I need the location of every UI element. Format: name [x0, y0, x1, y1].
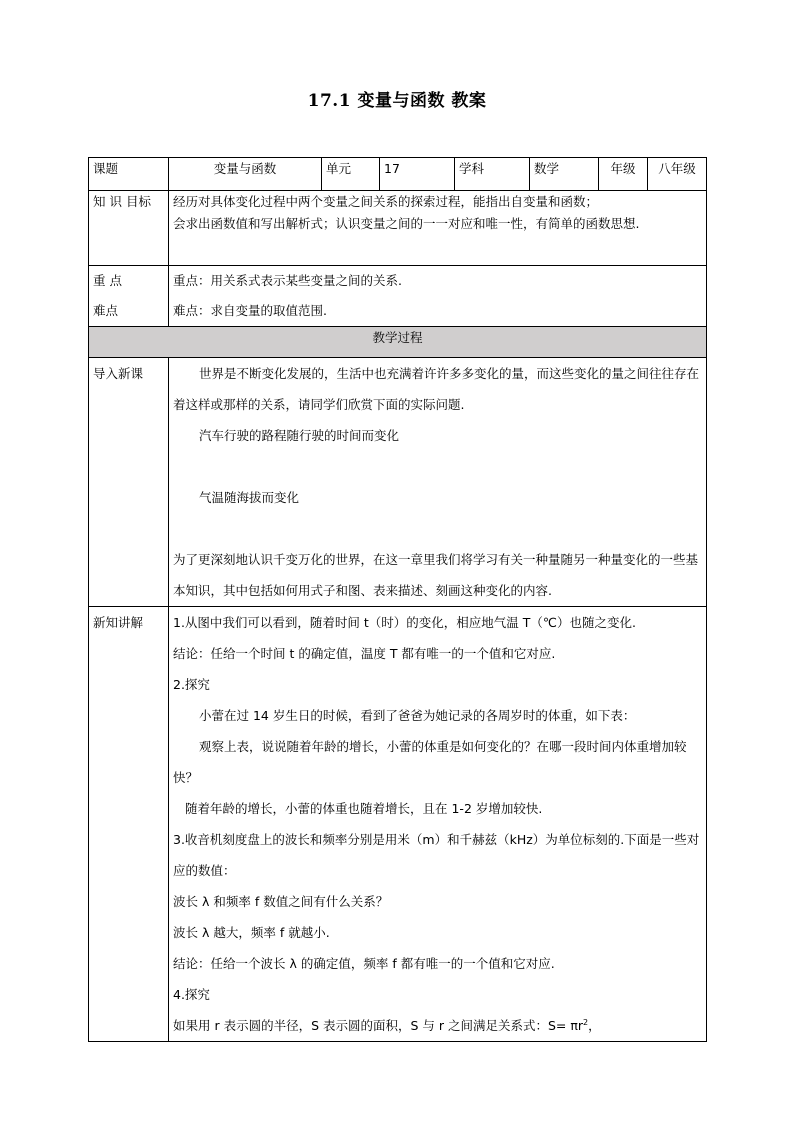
nk-line-9: 波长 λ 越大，频率 f 就越小. [173, 925, 330, 940]
newknowledge-label: 新知讲解 [89, 607, 169, 1042]
keypoints-content [169, 266, 707, 327]
nianji-value: 八年级 [648, 158, 707, 191]
nk-line-12-exponent: 2 [583, 1017, 589, 1027]
goals-content [169, 191, 707, 266]
process-header: 教学过程 [89, 327, 707, 358]
nianji-label: 年级 [599, 158, 648, 191]
nk-line-11: 4.探究 [173, 987, 210, 1002]
intro-para-2: 为了更深刻地认识千变万化的世界，在这一章里我们将学习有关一种量随另一种量变化的一些基本知识，其中包括如何用式子和图、表来描述、刻画这种变化的内容. [173, 552, 699, 598]
newknowledge-content [169, 607, 707, 1042]
xueke-label: 学科 [455, 158, 530, 191]
lesson-plan-table [88, 157, 707, 1042]
nk-line-7: 3.收音机刻度盘上的波长和频率分别是用米（m）和千赫兹（kHz）为单位标刻的.下面是一些对应的数值： [173, 832, 700, 878]
nk-line-12-text: 如果用 r 表示圆的半径，S 表示圆的面积，S 与 r 之间满足关系式：S= πr [173, 1018, 584, 1033]
zhongdian-text: 重点：用关系式表示某些变量之间的关系. [173, 273, 402, 288]
page-title: 17.1 变量与函数 教案 [307, 91, 487, 111]
intro-label: 导入新课 [89, 358, 169, 607]
nk-line-4: 小蕾在过 14 岁生日的时候，看到了爸爸为她记录的各周岁时的体重，如下表： [199, 708, 636, 723]
keypoints-label-line-1: 重 点 [93, 273, 122, 288]
nk-line-1: 1.从图中我们可以看到，随着时间 t（时）的变化，相应地气温 T（℃）也随之变化. [173, 615, 636, 630]
nk-line-10: 结论：任给一个波长 λ 的确定值，频率 f 都有唯一的一个值和它对应. [173, 956, 555, 971]
danyuan-label: 单元 [322, 158, 380, 191]
danyuan-value: 17 [380, 158, 455, 191]
intro-content [169, 358, 707, 607]
goals-row [89, 191, 707, 266]
nk-line-5: 观察上表，说说随着年龄的增长，小蕾的体重是如何变化的？在哪一段时间内体重增加较快？ [173, 739, 687, 785]
newknowledge-row [89, 607, 707, 1042]
keypoints-label-line-2: 难点 [93, 303, 119, 318]
keypoints-row [89, 266, 707, 327]
keti-label: 课题 [89, 158, 169, 191]
nandian-text: 难点：求自变量的取值范围. [173, 303, 327, 318]
goals-line-2: 会求出函数值和写出解析式；认识变量之间的一一对应和唯一性，有简单的函数思想. [173, 216, 640, 231]
goals-line-1: 经历对具体变化过程中两个变量之间关系的探索过程，能指出自变量和函数； [173, 194, 599, 209]
keypoints-label [89, 266, 169, 327]
xueke-value: 数学 [530, 158, 599, 191]
nk-line-6: 随着年龄的增长，小蕾的体重也随着增长，且在 1-2 岁增加较快. [185, 801, 543, 816]
intro-gap-1 [173, 451, 702, 482]
header-row [89, 158, 707, 191]
intro-gap-2 [173, 513, 702, 544]
nk-line-12 [173, 1010, 702, 1041]
intro-item-2: 气温随海拔而变化 [199, 490, 300, 505]
intro-row [89, 358, 707, 607]
keti-value: 变量与函数 [169, 158, 322, 191]
process-header-row [89, 327, 707, 358]
nk-line-3: 2.探究 [173, 677, 210, 692]
nk-line-8: 波长 λ 和频率 f 数值之间有什么关系？ [173, 894, 389, 909]
intro-item-1: 汽车行驶的路程随行驶的时间而变化 [199, 428, 400, 443]
nk-line-2: 结论：任给一个时间 t 的确定值，温度 T 都有唯一的一个值和它对应. [173, 646, 556, 661]
goals-label: 知 识 目标 [89, 191, 169, 266]
intro-para-1: 世界是不断变化发展的，生活中也充满着许许多多变化的量，而这些变化的量之间往往存在着这样或那样的关系，请同学们欣赏下面的实际问题. [173, 366, 700, 412]
nk-line-12-end: ， [588, 1018, 601, 1033]
